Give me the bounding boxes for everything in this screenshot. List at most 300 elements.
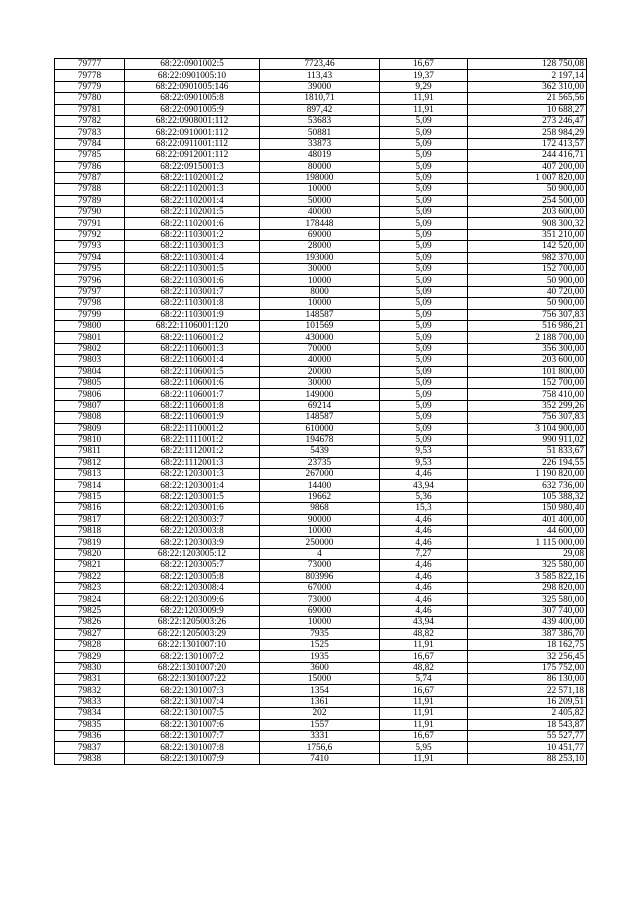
cadastral-number-cell: 68:22:1112001:2 bbox=[125, 446, 260, 457]
area-cell: 28000 bbox=[260, 241, 380, 252]
cadastral-number-cell: 68:22:1203001:4 bbox=[125, 480, 260, 491]
area-cell: 53683 bbox=[260, 115, 380, 126]
value-cell: 152 700,00 bbox=[468, 377, 587, 388]
row-number-cell: 79800 bbox=[55, 320, 125, 331]
table-row bbox=[55, 469, 587, 480]
row-number-cell: 79821 bbox=[55, 560, 125, 571]
document-page bbox=[54, 58, 586, 765]
table-row bbox=[55, 674, 587, 685]
table-row bbox=[55, 423, 587, 434]
cadastral-number-cell: 68:22:1205003:26 bbox=[125, 617, 260, 628]
row-number-cell: 79831 bbox=[55, 674, 125, 685]
table-row bbox=[55, 286, 587, 297]
value-cell: 254 500,00 bbox=[468, 195, 587, 206]
cadastral-number-cell: 68:22:0911001:112 bbox=[125, 138, 260, 149]
cadastral-number-cell: 68:22:1106001:8 bbox=[125, 400, 260, 411]
cadastral-number-cell: 68:22:0912001:112 bbox=[125, 150, 260, 161]
value-cell: 325 580,00 bbox=[468, 594, 587, 605]
table-row bbox=[55, 480, 587, 491]
rate-cell: 5,09 bbox=[380, 172, 468, 183]
area-cell: 19662 bbox=[260, 491, 380, 502]
rate-cell: 11,91 bbox=[380, 719, 468, 730]
cadastral-number-cell: 68:22:1203003:8 bbox=[125, 526, 260, 537]
cadastral-number-cell: 68:22:1106001:6 bbox=[125, 377, 260, 388]
row-number-cell: 79795 bbox=[55, 264, 125, 275]
value-cell: 407 200,00 bbox=[468, 161, 587, 172]
row-number-cell: 79825 bbox=[55, 605, 125, 616]
rate-cell: 5,09 bbox=[380, 434, 468, 445]
value-cell: 756 307,83 bbox=[468, 309, 587, 320]
table-row bbox=[55, 389, 587, 400]
rate-cell: 9,53 bbox=[380, 446, 468, 457]
rate-cell: 5,09 bbox=[380, 298, 468, 309]
area-cell: 101569 bbox=[260, 320, 380, 331]
cadastral-number-cell: 68:22:1301007:10 bbox=[125, 639, 260, 650]
cadastral-number-cell: 68:22:1106001:3 bbox=[125, 343, 260, 354]
rate-cell: 4,46 bbox=[380, 582, 468, 593]
value-cell: 50 900,00 bbox=[468, 275, 587, 286]
cadastral-number-cell: 68:22:1102001:6 bbox=[125, 218, 260, 229]
cadastral-number-cell: 68:22:1106001:4 bbox=[125, 355, 260, 366]
row-number-cell: 79781 bbox=[55, 104, 125, 115]
value-cell: 990 911,02 bbox=[468, 434, 587, 445]
row-number-cell: 79799 bbox=[55, 309, 125, 320]
value-cell: 226 194,55 bbox=[468, 457, 587, 468]
table-row bbox=[55, 161, 587, 172]
table-row bbox=[55, 685, 587, 696]
table-row bbox=[55, 400, 587, 411]
value-cell: 325 580,00 bbox=[468, 560, 587, 571]
table-row bbox=[55, 343, 587, 354]
row-number-cell: 79828 bbox=[55, 639, 125, 650]
row-number-cell: 79836 bbox=[55, 731, 125, 742]
table-row bbox=[55, 218, 587, 229]
area-cell: 10000 bbox=[260, 184, 380, 195]
cadastral-number-cell: 68:22:1106001:7 bbox=[125, 389, 260, 400]
rate-cell: 5,95 bbox=[380, 742, 468, 753]
row-number-cell: 79783 bbox=[55, 127, 125, 138]
area-cell: 48019 bbox=[260, 150, 380, 161]
area-cell: 33873 bbox=[260, 138, 380, 149]
rate-cell: 5,09 bbox=[380, 138, 468, 149]
row-number-cell: 79817 bbox=[55, 514, 125, 525]
area-cell: 1557 bbox=[260, 719, 380, 730]
row-number-cell: 79802 bbox=[55, 343, 125, 354]
cadastral-number-cell: 68:22:1106001:2 bbox=[125, 332, 260, 343]
rate-cell: 48,82 bbox=[380, 628, 468, 639]
table-row bbox=[55, 412, 587, 423]
cadastral-number-cell: 68:22:0901005:9 bbox=[125, 104, 260, 115]
area-cell: 90000 bbox=[260, 514, 380, 525]
value-cell: 88 253,10 bbox=[468, 753, 587, 764]
table-row bbox=[55, 150, 587, 161]
table-row bbox=[55, 582, 587, 593]
row-number-cell: 79778 bbox=[55, 70, 125, 81]
row-number-cell: 79797 bbox=[55, 286, 125, 297]
value-cell: 101 800,00 bbox=[468, 366, 587, 377]
area-cell: 14400 bbox=[260, 480, 380, 491]
value-cell: 756 307,83 bbox=[468, 412, 587, 423]
rate-cell: 11,91 bbox=[380, 708, 468, 719]
cadastral-number-cell: 68:22:1203001:6 bbox=[125, 503, 260, 514]
area-cell: 148587 bbox=[260, 412, 380, 423]
rate-cell: 4,46 bbox=[380, 571, 468, 582]
rate-cell: 5,09 bbox=[380, 252, 468, 263]
value-cell: 258 984,29 bbox=[468, 127, 587, 138]
value-cell: 2 405,82 bbox=[468, 708, 587, 719]
table-row bbox=[55, 731, 587, 742]
cadastral-number-cell: 68:22:1103001:7 bbox=[125, 286, 260, 297]
value-cell: 203 600,00 bbox=[468, 207, 587, 218]
rate-cell: 4,46 bbox=[380, 514, 468, 525]
value-cell: 128 750,08 bbox=[468, 59, 587, 70]
table-row bbox=[55, 207, 587, 218]
row-number-cell: 79780 bbox=[55, 93, 125, 104]
area-cell: 10000 bbox=[260, 298, 380, 309]
table-row bbox=[55, 742, 587, 753]
value-cell: 10 451,77 bbox=[468, 742, 587, 753]
table-row bbox=[55, 70, 587, 81]
row-number-cell: 79820 bbox=[55, 548, 125, 559]
cadastral-number-cell: 68:22:1103001:8 bbox=[125, 298, 260, 309]
value-cell: 758 410,00 bbox=[468, 389, 587, 400]
row-number-cell: 79801 bbox=[55, 332, 125, 343]
value-cell: 40 720,00 bbox=[468, 286, 587, 297]
value-cell: 29,08 bbox=[468, 548, 587, 559]
row-number-cell: 79813 bbox=[55, 469, 125, 480]
row-number-cell: 79794 bbox=[55, 252, 125, 263]
value-cell: 356 300,00 bbox=[468, 343, 587, 354]
rate-cell: 5,09 bbox=[380, 275, 468, 286]
table-row bbox=[55, 617, 587, 628]
table-row bbox=[55, 651, 587, 662]
rate-cell: 48,82 bbox=[380, 662, 468, 673]
area-cell: 30000 bbox=[260, 264, 380, 275]
area-cell: 7723,46 bbox=[260, 59, 380, 70]
rate-cell: 16,67 bbox=[380, 651, 468, 662]
area-cell: 8000 bbox=[260, 286, 380, 297]
table-row bbox=[55, 195, 587, 206]
cadastral-number-cell: 68:22:1301007:9 bbox=[125, 753, 260, 764]
row-number-cell: 79789 bbox=[55, 195, 125, 206]
value-cell: 1 190 820,00 bbox=[468, 469, 587, 480]
cadastral-number-cell: 68:22:1301007:4 bbox=[125, 696, 260, 707]
value-cell: 387 386,70 bbox=[468, 628, 587, 639]
value-cell: 3 585 822,16 bbox=[468, 571, 587, 582]
table-row bbox=[55, 229, 587, 240]
value-cell: 16 209,51 bbox=[468, 696, 587, 707]
table-row bbox=[55, 491, 587, 502]
rate-cell: 11,91 bbox=[380, 753, 468, 764]
value-cell: 21 565,56 bbox=[468, 93, 587, 104]
rate-cell: 5,09 bbox=[380, 366, 468, 377]
table-row bbox=[55, 571, 587, 582]
cadastral-number-cell: 68:22:1102001:2 bbox=[125, 172, 260, 183]
table-row bbox=[55, 696, 587, 707]
cadastral-number-cell: 68:22:1301007:6 bbox=[125, 719, 260, 730]
area-cell: 4 bbox=[260, 548, 380, 559]
cadastral-number-cell: 68:22:0901005:10 bbox=[125, 70, 260, 81]
row-number-cell: 79804 bbox=[55, 366, 125, 377]
table-row bbox=[55, 81, 587, 92]
rate-cell: 5,09 bbox=[380, 320, 468, 331]
table-row bbox=[55, 59, 587, 70]
value-cell: 362 310,00 bbox=[468, 81, 587, 92]
rate-cell: 11,91 bbox=[380, 93, 468, 104]
cadastral-number-cell: 68:22:0908001:112 bbox=[125, 115, 260, 126]
row-number-cell: 79785 bbox=[55, 150, 125, 161]
cadastral-number-cell: 68:22:1103001:5 bbox=[125, 264, 260, 275]
value-cell: 307 740,00 bbox=[468, 605, 587, 616]
cadastral-number-cell: 68:22:1103001:6 bbox=[125, 275, 260, 286]
rate-cell: 4,46 bbox=[380, 537, 468, 548]
value-cell: 150 980,40 bbox=[468, 503, 587, 514]
row-number-cell: 79827 bbox=[55, 628, 125, 639]
value-cell: 1 007 820,00 bbox=[468, 172, 587, 183]
cadastral-number-cell: 68:22:1301007:20 bbox=[125, 662, 260, 673]
row-number-cell: 79823 bbox=[55, 582, 125, 593]
rate-cell: 9,53 bbox=[380, 457, 468, 468]
row-number-cell: 79791 bbox=[55, 218, 125, 229]
value-cell: 44 600,00 bbox=[468, 526, 587, 537]
area-cell: 23735 bbox=[260, 457, 380, 468]
value-cell: 175 752,00 bbox=[468, 662, 587, 673]
cadastral-number-cell: 68:22:1203009:6 bbox=[125, 594, 260, 605]
rate-cell: 5,09 bbox=[380, 286, 468, 297]
area-cell: 50881 bbox=[260, 127, 380, 138]
row-number-cell: 79829 bbox=[55, 651, 125, 662]
rate-cell: 4,46 bbox=[380, 605, 468, 616]
table-row bbox=[55, 526, 587, 537]
rate-cell: 5,09 bbox=[380, 355, 468, 366]
cadastral-number-cell: 68:22:1106001:9 bbox=[125, 412, 260, 423]
value-cell: 55 527,77 bbox=[468, 731, 587, 742]
area-cell: 73000 bbox=[260, 594, 380, 605]
area-cell: 1361 bbox=[260, 696, 380, 707]
value-cell: 172 413,57 bbox=[468, 138, 587, 149]
value-cell: 516 986,21 bbox=[468, 320, 587, 331]
rate-cell: 11,91 bbox=[380, 104, 468, 115]
cadastral-number-cell: 68:22:1111001:2 bbox=[125, 434, 260, 445]
value-cell: 908 300,32 bbox=[468, 218, 587, 229]
row-number-cell: 79808 bbox=[55, 412, 125, 423]
row-number-cell: 79798 bbox=[55, 298, 125, 309]
rate-cell: 5,09 bbox=[380, 127, 468, 138]
rate-cell: 5,36 bbox=[380, 491, 468, 502]
area-cell: 69214 bbox=[260, 400, 380, 411]
area-cell: 40000 bbox=[260, 355, 380, 366]
cadastral-number-cell: 68:22:1106001:5 bbox=[125, 366, 260, 377]
rate-cell: 5,09 bbox=[380, 309, 468, 320]
row-number-cell: 79787 bbox=[55, 172, 125, 183]
area-cell: 7935 bbox=[260, 628, 380, 639]
row-number-cell: 79837 bbox=[55, 742, 125, 753]
table-row bbox=[55, 184, 587, 195]
rate-cell: 7,27 bbox=[380, 548, 468, 559]
row-number-cell: 79786 bbox=[55, 161, 125, 172]
table-row bbox=[55, 172, 587, 183]
table-row bbox=[55, 104, 587, 115]
value-cell: 203 600,00 bbox=[468, 355, 587, 366]
area-cell: 3600 bbox=[260, 662, 380, 673]
rate-cell: 4,46 bbox=[380, 469, 468, 480]
row-number-cell: 79805 bbox=[55, 377, 125, 388]
rate-cell: 5,09 bbox=[380, 400, 468, 411]
row-number-cell: 79819 bbox=[55, 537, 125, 548]
row-number-cell: 79803 bbox=[55, 355, 125, 366]
value-cell: 50 900,00 bbox=[468, 184, 587, 195]
cadastral-number-cell: 68:22:1203005:8 bbox=[125, 571, 260, 582]
value-cell: 50 900,00 bbox=[468, 298, 587, 309]
table-row bbox=[55, 628, 587, 639]
table-row bbox=[55, 332, 587, 343]
area-cell: 1525 bbox=[260, 639, 380, 650]
area-cell: 1935 bbox=[260, 651, 380, 662]
value-cell: 401 400,00 bbox=[468, 514, 587, 525]
table-row bbox=[55, 537, 587, 548]
row-number-cell: 79796 bbox=[55, 275, 125, 286]
area-cell: 10000 bbox=[260, 617, 380, 628]
row-number-cell: 79811 bbox=[55, 446, 125, 457]
cadastral-number-cell: 68:22:1103001:9 bbox=[125, 309, 260, 320]
rate-cell: 5,09 bbox=[380, 264, 468, 275]
area-cell: 194678 bbox=[260, 434, 380, 445]
rate-cell: 5,09 bbox=[380, 195, 468, 206]
row-number-cell: 79788 bbox=[55, 184, 125, 195]
rate-cell: 16,67 bbox=[380, 685, 468, 696]
cadastral-number-cell: 68:22:1102001:5 bbox=[125, 207, 260, 218]
value-cell: 298 820,00 bbox=[468, 582, 587, 593]
rate-cell: 5,09 bbox=[380, 229, 468, 240]
value-cell: 18 162,75 bbox=[468, 639, 587, 650]
row-number-cell: 79833 bbox=[55, 696, 125, 707]
table-row bbox=[55, 377, 587, 388]
row-number-cell: 79807 bbox=[55, 400, 125, 411]
table-body bbox=[55, 59, 587, 765]
row-number-cell: 79782 bbox=[55, 115, 125, 126]
cadastral-number-cell: 68:22:1301007:7 bbox=[125, 731, 260, 742]
row-number-cell: 79810 bbox=[55, 434, 125, 445]
row-number-cell: 79777 bbox=[55, 59, 125, 70]
area-cell: 69000 bbox=[260, 605, 380, 616]
value-cell: 244 416,71 bbox=[468, 150, 587, 161]
row-number-cell: 79815 bbox=[55, 491, 125, 502]
cadastral-number-cell: 68:22:0901005:146 bbox=[125, 81, 260, 92]
cadastral-number-cell: 68:22:0901002:5 bbox=[125, 59, 260, 70]
cadastral-number-cell: 68:22:1203009:9 bbox=[125, 605, 260, 616]
rate-cell: 4,46 bbox=[380, 560, 468, 571]
value-cell: 273 246,47 bbox=[468, 115, 587, 126]
value-cell: 86 130,00 bbox=[468, 674, 587, 685]
rate-cell: 4,46 bbox=[380, 594, 468, 605]
table-row bbox=[55, 298, 587, 309]
value-cell: 51 833,67 bbox=[468, 446, 587, 457]
cadastral-number-cell: 68:22:0910001:112 bbox=[125, 127, 260, 138]
table-row bbox=[55, 662, 587, 673]
table-row bbox=[55, 594, 587, 605]
area-cell: 73000 bbox=[260, 560, 380, 571]
cadastral-number-cell: 68:22:1301007:3 bbox=[125, 685, 260, 696]
area-cell: 178448 bbox=[260, 218, 380, 229]
cadastral-number-cell: 68:22:1205003:29 bbox=[125, 628, 260, 639]
table-row bbox=[55, 309, 587, 320]
row-number-cell: 79824 bbox=[55, 594, 125, 605]
area-cell: 39000 bbox=[260, 81, 380, 92]
value-cell: 439 400,00 bbox=[468, 617, 587, 628]
row-number-cell: 79792 bbox=[55, 229, 125, 240]
rate-cell: 5,09 bbox=[380, 161, 468, 172]
value-cell: 351 210,00 bbox=[468, 229, 587, 240]
row-number-cell: 79790 bbox=[55, 207, 125, 218]
table-row bbox=[55, 605, 587, 616]
area-cell: 1756,6 bbox=[260, 742, 380, 753]
table-row bbox=[55, 264, 587, 275]
table-row bbox=[55, 548, 587, 559]
rate-cell: 16,67 bbox=[380, 731, 468, 742]
area-cell: 40000 bbox=[260, 207, 380, 218]
area-cell: 148587 bbox=[260, 309, 380, 320]
rate-cell: 5,09 bbox=[380, 115, 468, 126]
row-number-cell: 79832 bbox=[55, 685, 125, 696]
value-cell: 142 520,00 bbox=[468, 241, 587, 252]
rate-cell: 5,09 bbox=[380, 423, 468, 434]
cadastral-number-cell: 68:22:1103001:4 bbox=[125, 252, 260, 263]
rate-cell: 15,3 bbox=[380, 503, 468, 514]
area-cell: 10000 bbox=[260, 275, 380, 286]
area-cell: 67000 bbox=[260, 582, 380, 593]
cadastral-number-cell: 68:22:1203003:7 bbox=[125, 514, 260, 525]
row-number-cell: 79779 bbox=[55, 81, 125, 92]
rate-cell: 5,74 bbox=[380, 674, 468, 685]
cadastral-number-cell: 68:22:1103001:2 bbox=[125, 229, 260, 240]
rate-cell: 5,09 bbox=[380, 389, 468, 400]
cadastral-table bbox=[54, 58, 587, 765]
table-row bbox=[55, 366, 587, 377]
area-cell: 7410 bbox=[260, 753, 380, 764]
area-cell: 70000 bbox=[260, 343, 380, 354]
value-cell: 22 571,18 bbox=[468, 685, 587, 696]
rate-cell: 11,91 bbox=[380, 696, 468, 707]
row-number-cell: 79812 bbox=[55, 457, 125, 468]
table-row bbox=[55, 138, 587, 149]
cadastral-number-cell: 68:22:1110001:2 bbox=[125, 423, 260, 434]
cadastral-number-cell: 68:22:1102001:3 bbox=[125, 184, 260, 195]
rate-cell: 4,46 bbox=[380, 526, 468, 537]
row-number-cell: 79822 bbox=[55, 571, 125, 582]
area-cell: 193000 bbox=[260, 252, 380, 263]
cadastral-number-cell: 68:22:1106001:120 bbox=[125, 320, 260, 331]
value-cell: 1 115 000,00 bbox=[468, 537, 587, 548]
row-number-cell: 79838 bbox=[55, 753, 125, 764]
row-number-cell: 79816 bbox=[55, 503, 125, 514]
table-row bbox=[55, 446, 587, 457]
area-cell: 80000 bbox=[260, 161, 380, 172]
cadastral-number-cell: 68:22:0901005:8 bbox=[125, 93, 260, 104]
table-row bbox=[55, 639, 587, 650]
rate-cell: 5,09 bbox=[380, 207, 468, 218]
value-cell: 32 256,45 bbox=[468, 651, 587, 662]
area-cell: 69000 bbox=[260, 229, 380, 240]
table-row bbox=[55, 127, 587, 138]
table-row bbox=[55, 115, 587, 126]
row-number-cell: 79818 bbox=[55, 526, 125, 537]
area-cell: 30000 bbox=[260, 377, 380, 388]
table-row bbox=[55, 434, 587, 445]
value-cell: 2 188 700,00 bbox=[468, 332, 587, 343]
table-row bbox=[55, 275, 587, 286]
cadastral-number-cell: 68:22:1203003:9 bbox=[125, 537, 260, 548]
area-cell: 198000 bbox=[260, 172, 380, 183]
